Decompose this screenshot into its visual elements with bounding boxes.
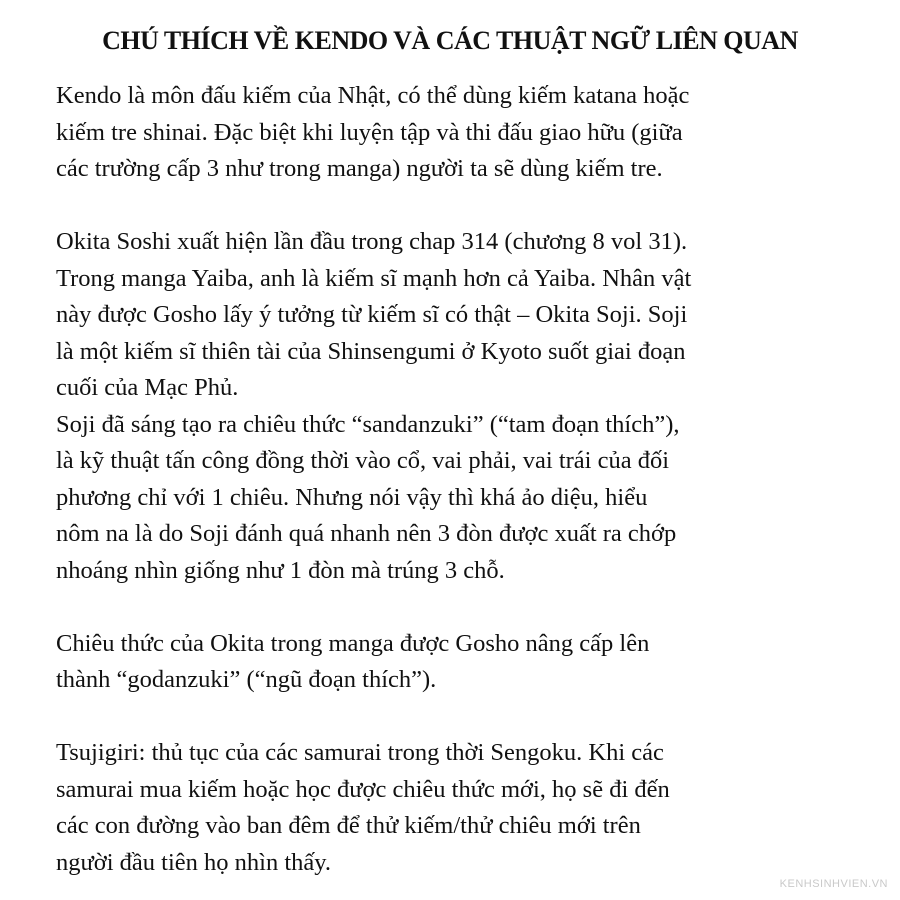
paragraph-okita (56, 224, 866, 407)
paragraph-tsujigiri (56, 735, 866, 881)
text-line: nôm na là do Soji đánh quá nhanh nên 3 đòn được xuất ra chớp (56, 520, 677, 547)
page-title: CHÚ THÍCH VỀ KENDO VÀ CÁC THUẬT NGỮ LIÊN QUAN (102, 26, 798, 55)
text-line: Trong manga Yaiba, anh là kiếm sĩ mạnh hơn cả Yaiba. Nhân vật (56, 264, 692, 292)
text-line: Chiêu thức của Okita trong manga được Gosho nâng cấp lên (56, 629, 650, 657)
text-line: các con đường vào ban đêm để thử kiếm/thử chiêu mới trên (56, 812, 641, 839)
paragraph-godanzuki (56, 626, 866, 699)
document-body (56, 78, 866, 881)
text-line: cuối của Mạc Phủ. (56, 374, 239, 401)
text-line: Tsujigiri: thủ tục của các samurai trong thời Sengoku. Khi các (56, 739, 664, 766)
watermark: KENHSINHVIEN.VN (779, 878, 888, 890)
text-line: là một kiếm sĩ thiên tài của Shinsengumi ở Kyoto suốt giai đoạn (56, 337, 686, 365)
text-line: samurai mua kiếm hoặc học được chiêu thức mới, họ sẽ đi đến (56, 775, 670, 803)
text-line: Kendo là môn đấu kiếm của Nhật, có thể dùng kiếm katana hoặc (56, 82, 690, 109)
text-line: các trường cấp 3 như trong manga) người ta sẽ dùng kiếm tre. (56, 155, 663, 182)
text-line: phương chỉ với 1 chiêu. Nhưng nói vậy thì khá ảo diệu, hiểu (56, 483, 648, 511)
paragraph-sandanzuki (56, 407, 866, 590)
text-line: Okita Soshi xuất hiện lần đầu trong chap 314 (chương 8 vol 31). (56, 228, 688, 255)
text-line: là kỹ thuật tấn công đồng thời vào cổ, vai phải, vai trái của đối (56, 447, 670, 474)
text-line: thành “godanzuki” (“ngũ đoạn thích”). (56, 666, 437, 693)
paragraph-kendo (56, 78, 866, 188)
text-line: Soji đã sáng tạo ra chiêu thức “sandanzuki” (“tam đoạn thích”), (56, 410, 680, 438)
text-line: này được Gosho lấy ý tưởng từ kiếm sĩ có thật – Okita Soji. Soji (56, 301, 688, 328)
text-line: kiếm tre shinai. Đặc biệt khi luyện tập và thi đấu giao hữu (giữa (56, 118, 683, 146)
text-line: người đầu tiên họ nhìn thấy. (56, 848, 332, 876)
text-line: nhoáng nhìn giống như 1 đòn mà trúng 3 chỗ. (56, 556, 505, 584)
